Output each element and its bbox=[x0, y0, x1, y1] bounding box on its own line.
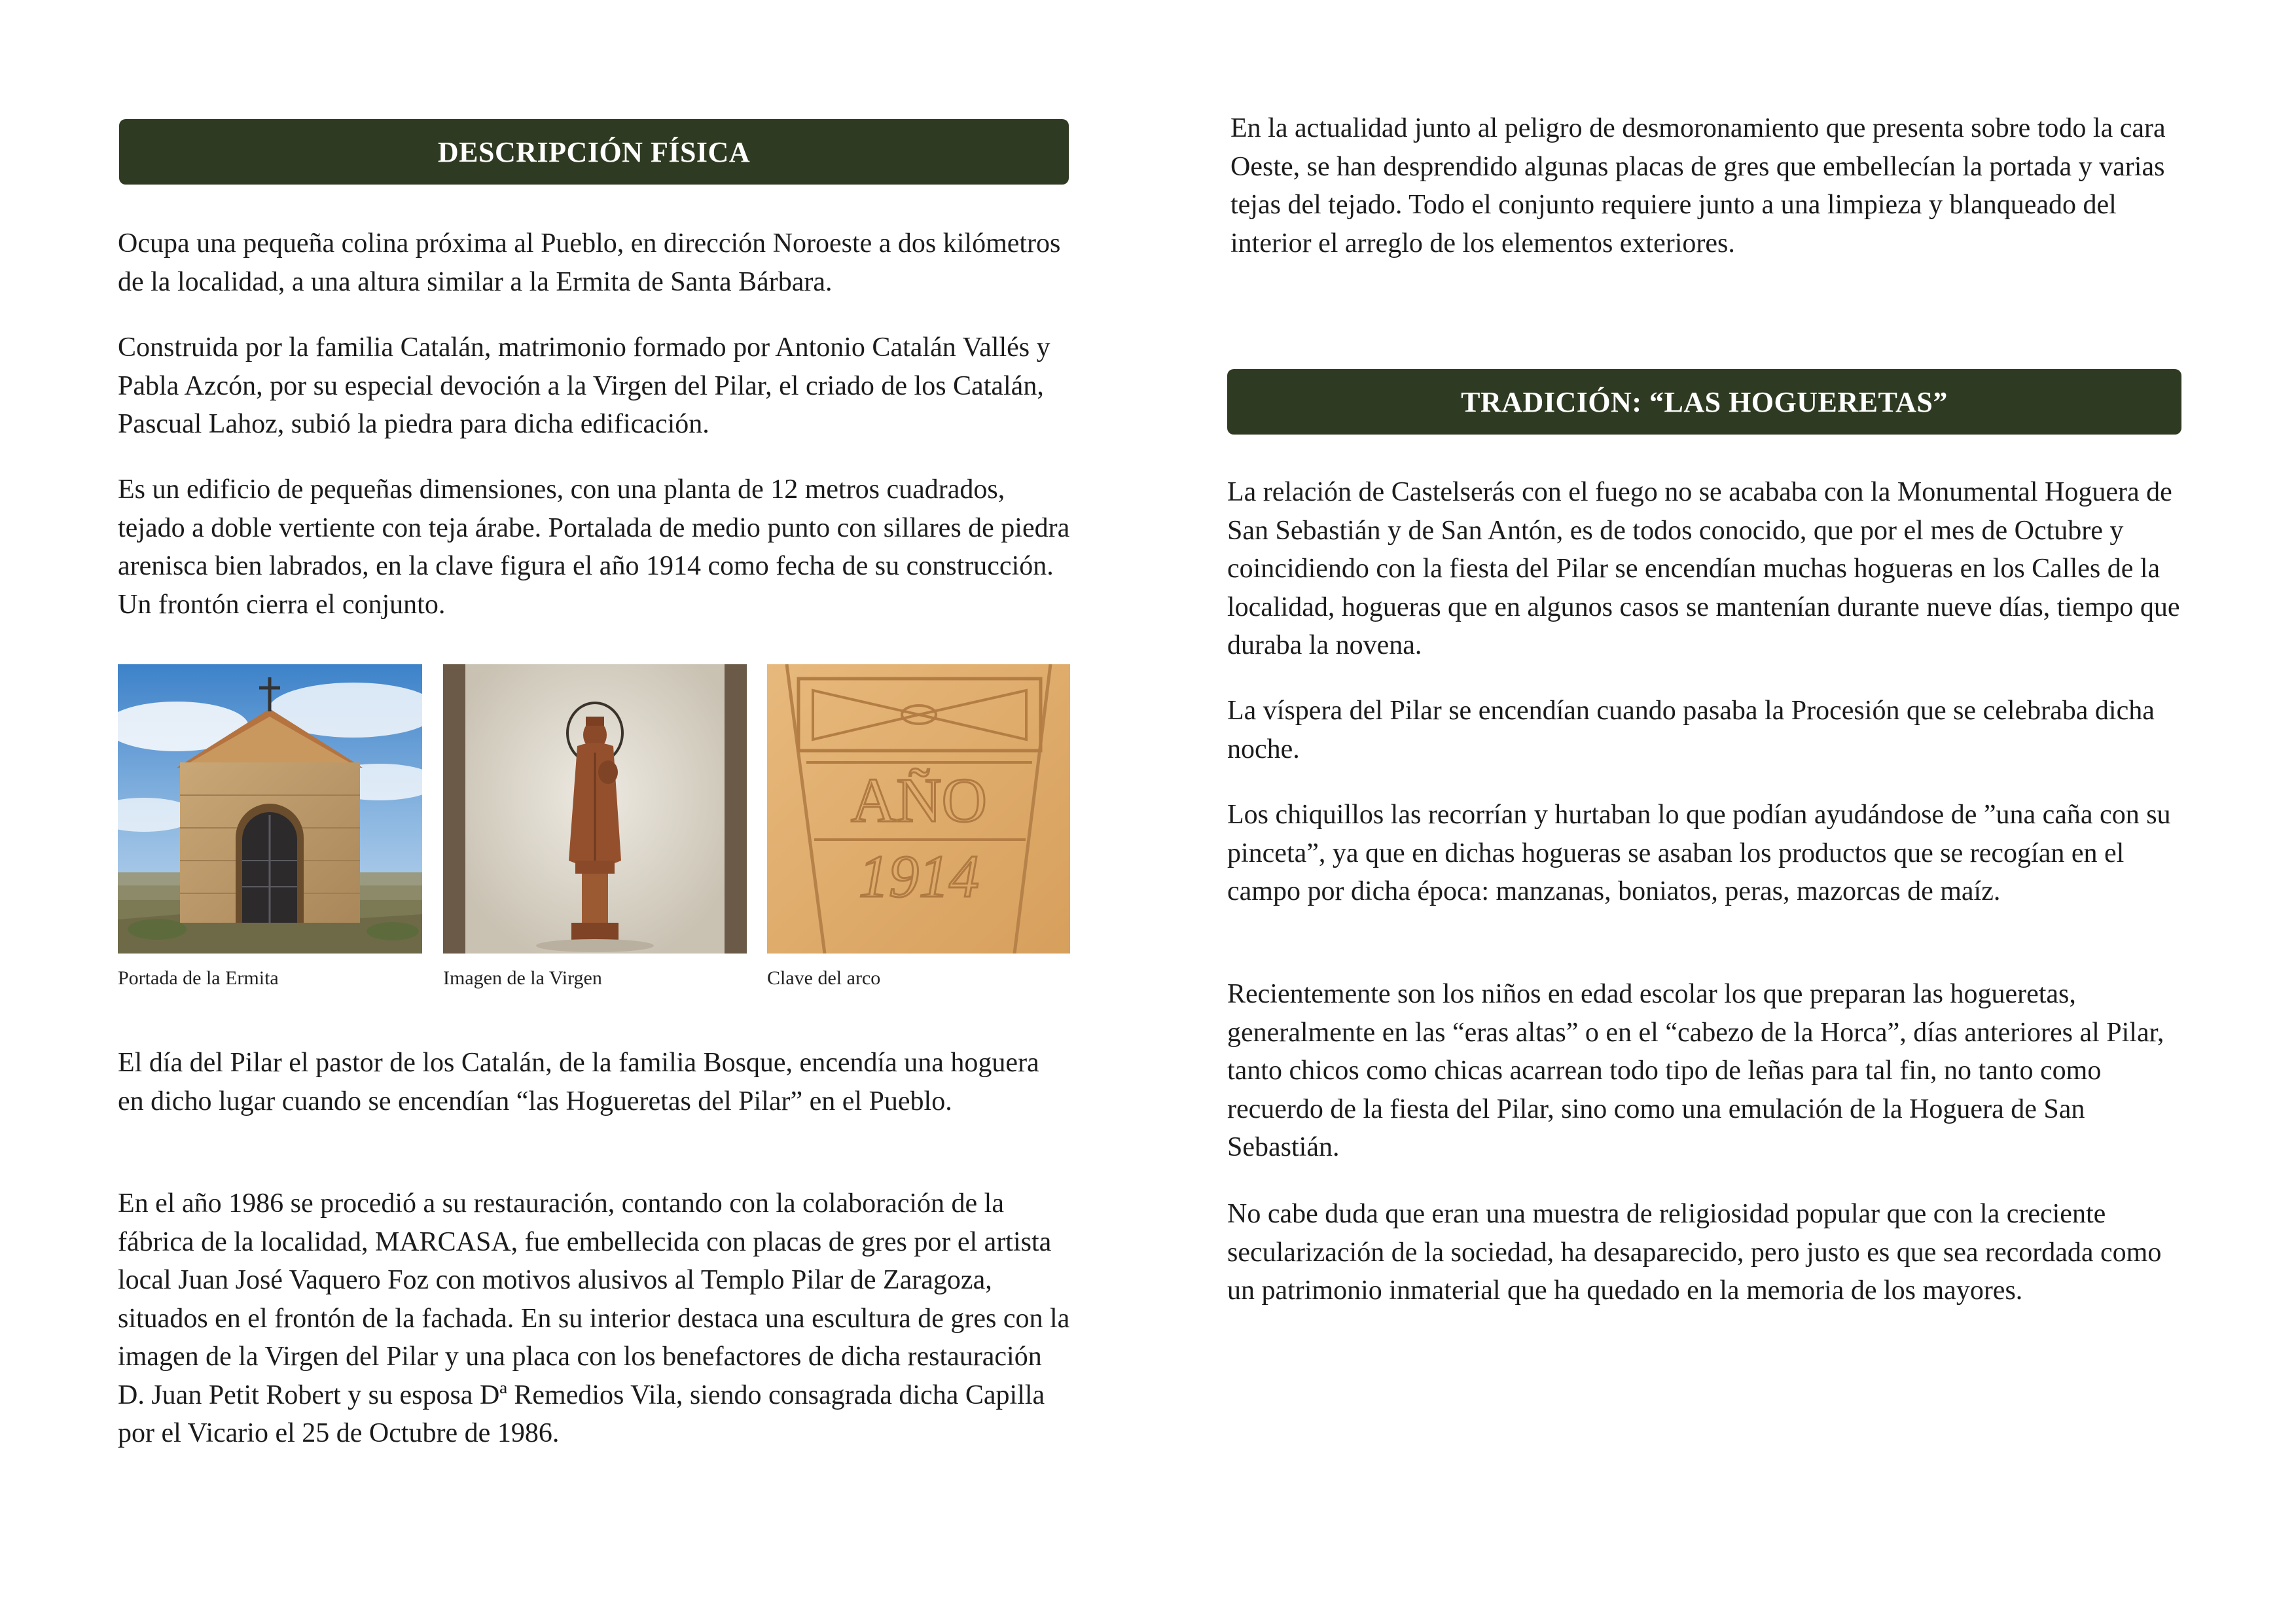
photo-clave-arco bbox=[767, 664, 1070, 954]
inscription-word: AÑO bbox=[851, 765, 987, 835]
paragraph: El día del Pilar el pastor de los Catalán, de la familia Bosque, encendía una hoguera en dicho lugar cuando se encendían “las Hogueretas del Pilar” en el Pueblo. bbox=[118, 1048, 1039, 1116]
photo-caption: Imagen de la Virgen bbox=[443, 967, 602, 989]
inscription-year: 1914 bbox=[859, 843, 979, 910]
section-title: DESCRIPCIÓN FÍSICA bbox=[437, 135, 751, 168]
paragraph: En la actualidad junto al peligro de desmoronamiento que presenta sobre todo la cara Oeste, se han desprendido algunas placas de gres que embellecían la portada y varias tejas del tejado. Todo el conjunto requiere junto a una limpieza y blanqueado del interior el arreglo de los elementos exteriores. bbox=[1230, 113, 2166, 259]
paragraph: Ocupa una pequeña colina próxima al Pueblo, en dirección Noroeste a dos kilómetros de la localidad, a una altura similar a la Ermita de Santa Bárbara. bbox=[118, 228, 1061, 297]
photo-caption: Clave del arco bbox=[767, 967, 881, 989]
section-banner-tradicion bbox=[1227, 369, 2181, 435]
paragraph: En el año 1986 se procedió a su restauración, contando con la colaboración de la fábrica de la localidad, MARCASA, fue embellecida con placas de gres por el artista local Juan José Vaquero Foz con motivos alusivos al Templo Pilar de Zaragoza, situados en el frontón de la fachada. En su interior destaca una escultura de gres con la imagen de la Virgen del Pilar y una placa con los benefactores de dicha restauración D. Juan Petit Robert y su esposa Dª Remedios Vila, siendo consagrada dicha Capilla por el Vicario el 25 de Octubre de 1986. bbox=[118, 1188, 1070, 1448]
section-banner-descripcion bbox=[119, 119, 1069, 185]
paragraph: Los chiquillos las recorrían y hurtaban lo que podían ayudándose de ”una caña con su pinceta”, ya que en dichas hogueras se asaban los productos que se recogían en el campo por dicha época: manzanas, boniatos, peras, mazorcas de maíz. bbox=[1227, 800, 2171, 906]
paragraph: La relación de Castelserás con el fuego no se acababa con la Monumental Hoguera de San Sebastián y de San Antón, es de todos conocido, que por el mes de Octubre y coincidiendo con la fiesta del Pilar se encendían muchas hogueras en los Calles de la localidad, hogueras que en algunos casos se mantenían durante nueve días, tiempo que duraba la novena. bbox=[1227, 477, 2180, 660]
photo-caption: Portada de la Ermita bbox=[118, 967, 279, 989]
section-title: TRADICIÓN: “LAS HOGUERETAS” bbox=[1461, 385, 1948, 418]
photo-portada-ermita bbox=[118, 664, 422, 954]
paragraph: Recientemente son los niños en edad escolar los que preparan las hogueretas, generalmente en las “eras altas” o en el “cabezo de la Horca”, días anteriores al Pilar, tanto chicos como chicas acarrean todo tipo de leñas para tal fin, no tanto como recuerdo de la fiesta del Pilar, sino como una emulación de la Hoguera de San Sebastián. bbox=[1227, 979, 2164, 1162]
paragraph: Es un edificio de pequeñas dimensiones, con una planta de 12 metros cuadrados, tejado a doble vertiente con teja árabe. Portalada de medio punto con sillares de piedra arenisca bien labrados, en la clave figura el año 1914 como fecha de su construcción. Un frontón cierra el conjunto. bbox=[118, 474, 1070, 620]
paragraph: La víspera del Pilar se encendían cuando pasaba la Procesión que se celebraba dicha noche. bbox=[1227, 696, 2155, 764]
paragraph: No cabe duda que eran una muestra de religiosidad popular que con la creciente secularización de la sociedad, ha desaparecido, pero justo es que sea recordada como un patrimonio inmaterial que ha quedado en la memoria de los mayores. bbox=[1227, 1199, 2162, 1306]
photo-imagen-virgen bbox=[443, 664, 747, 954]
paragraph: Construida por la familia Catalán, matrimonio formado por Antonio Catalán Vallés y Pabla Azcón, por su especial devoción a la Virgen del Pilar, el criado de los Catalán, Pascual Lahoz, subió la piedra para dicha edificación. bbox=[118, 332, 1050, 439]
